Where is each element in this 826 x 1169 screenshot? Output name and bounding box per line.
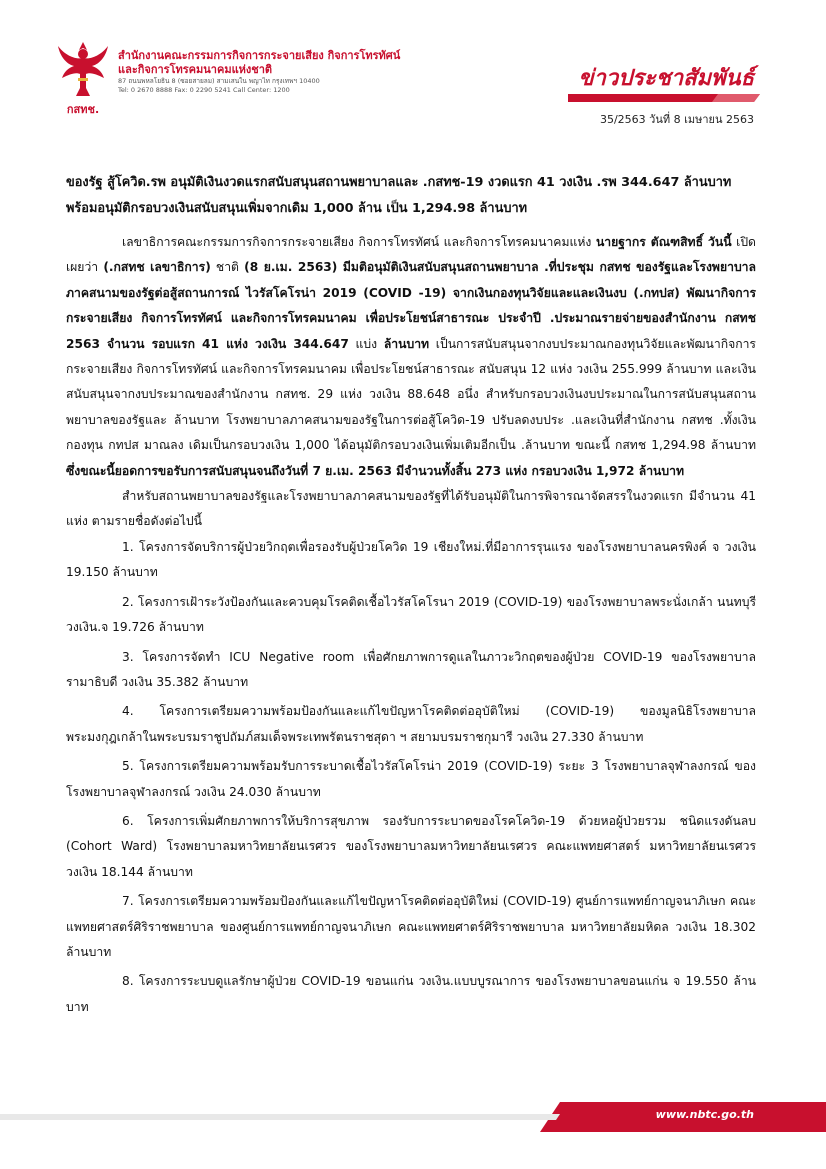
org-address: 87 ถนนพหลโยธิน 8 (ซอยสายลม) สามเสนใน พญาไท กรุงเทพฯ 10400 <box>118 77 320 85</box>
list-item: 7. โครงการเตรียมความพร้อมป้องกันและแก้ไขปัญหาโรคติดต่ออุบัติใหม่ (COVID-19) ศูนย์การแพทย์กาญจนาภิเษก คณะแพทยศาสตร์ศิริราชพยาบาล ของศูนย์การแพทย์กาญจนาภิเษก คณะแพทยศาตร์ศิริราชพยาบาล มหาวิทยาลัยมหิดล วงเงิน 18.302 ล้านบาท <box>66 894 756 959</box>
org-name-line1: สำนักงานคณะกรรมการกิจการกระจายเสียง กิจการโทรทัศน์ <box>118 49 401 62</box>
list-item: 3. โครงการจัดทำ ICU Negative room เพื่อศักยภาพการดูแลในภาวะวิกฤตของผู้ป่วย COVID-19 ของโรงพยาบาลรามาธิบดี วงเงิน 35.382 ล้านบาท <box>66 649 756 689</box>
intro-text-a: เลขาธิการคณะกรรมการกิจการกระจายเสียง กิจการโทรทัศน์ และกิจการโทรคมนาคมแห่ง <box>122 235 596 249</box>
intro-text-g: แบ่ง <box>348 336 384 351</box>
list-item: 1. โครงการจัดบริการผู้ป่วยวิกฤตเพื่อรองรับผู้ป่วยโควิด 19 เชียงใหม่.ที่มีอาการรุนแรง ของโรงพยาบาลนครพิงค์ จ วงเงิน 19.150 ล้านบาท <box>66 539 756 580</box>
headline-line2: พร้อมอนุมัติกรอบวงเงินสนับสนุนเพิ่มจากเดิม 1,000 ล้าน เป็น 1,294.98 ล้านบาท <box>66 201 528 216</box>
intro-text-e: ชาติ <box>210 260 245 275</box>
intro-text-i: เป็นการสนับสนุนจากงบประมาณกองทุนวิจัยและพัฒนากิจการกระจายเสียง กิจการโทรทัศน์ และกิจการโทรคมนาคม เพื่อประโยชน์สาธารณะ สนับสนุน 12 แห่ง วงเงิน 255.999 ล้านบาท และเงินสนับสนุนจากงบประมาณของสำนักงาน กสทช. 29 แห่ง วงเงิน 88.648 อนึ่ง สำหรับกรอบวงเงินงบประมาณในการสนับสนุนสถานพยาบาลของรัฐและ ล้านบาท โรงพยาบาลภาคสนามของรัฐในการต่อสู้โควิด-19 ปรับลดงบประ .และเงินที่สำนักงาน กสทช .ทั้งเงินกองทุน กทปส มาณลง เดิมเป็นกรอบวงเงิน 1,000 ได้อนุมัติกรอบวงเงินเพิ่มเติมอีกเป็น .ล้านบาท ขณะนี้ กสทช 1,294.98 ล้านบาท <box>66 336 756 453</box>
garuda-emblem-icon <box>56 38 110 100</box>
intro-text-c: เปิดเผยว่า <box>66 235 756 275</box>
org-contact: Tel: 0 2670 8888 Fax: 0 2290 5241 Call Center: 1200 <box>118 86 290 94</box>
paragraph-intro <box>66 230 756 484</box>
list-item: 5. โครงการเตรียมความพร้อมรับการระบาดเชื้อไวรัสโคโรน่า 2019 (COVID-19) ระยะ 3 โรงพยาบาลจุฬาลงกรณ์ ของโรงพยาบาลจุฬาลงกรณ์ วงเงิน 24.030 ล้านบาท <box>66 759 756 799</box>
intro-resolution-bold: (8 ย.เม. 2563) มีมติอนุมัติเงินสนับสนุนสถานพยาบาล .ที่ประชุม กสทช ของรัฐและโรงพยาบาลภาคสนามของรัฐต่อสู้สถานการณ์ ไวรัสโคโรน่า 2019 (COVID -19) จากเงินกองทุนวิจัยและและเงินงบ (.กทปส) พัฒนากิจการกระจายเสียง กิจการโทรทัศน์ และกิจการโทรคมนาคม เพื่อประโยชน์สาธารณะ ประจำปี .ประมาณรายจ่ายของสำนักงาน กสทช 2563 จำนวน รอบแรก 41 แห่ง วงเงิน 344.647 <box>66 260 756 351</box>
intro-title-bold: (.กสทช เลขาธิการ) <box>103 260 211 275</box>
list-item: 2. โครงการเฝ้าระวังป้องกันและควบคุมโรคติดเชื้อไวรัสโคโรนา 2019 (COVID-19) ของโรงพยาบาลพระนั่งเกล้า นนทบุรี วงเงิน.จ 19.726 ล้านบาท <box>66 594 756 635</box>
org-name-line2: และกิจการโทรคมนาคมแห่งชาติ <box>118 63 273 76</box>
section-title: ข่าวประชาสัมพันธ์ <box>578 66 754 91</box>
headline-line1: ของรัฐ สู้โควิด.รพ อนุมัติเงินงวดแรกสนับสนุนสถานพยาบาลและ .กสทช-19 งวดแรก 41 วงเงิน .รพ 344.647 ล้านบาท <box>66 175 732 190</box>
intro-unit-bold: ล้านบาท <box>383 336 430 351</box>
headline <box>66 170 756 222</box>
logo-text: กสทช. <box>66 103 100 116</box>
press-release-body <box>66 170 756 1024</box>
intro-summary-bold: ซึ่งขณะนี้ยอดการขอรับการสนับสนุนจนถึงวันที่ 7 ย.เม. 2563 มีจำนวนทั้งสิ้น 273 แห่ง กรอบวงเงิน 1,972 ล้านบาท <box>66 463 684 478</box>
paragraph-list-intro: สำหรับสถานพยาบาลของรัฐและโรงพยาบาลภาคสนามของรัฐที่ได้รับอนุมัติในการพิจารณาจัดสรรในงวดแรก มีจำนวน 41 แห่ง ตามรายชื่อดังต่อไปนี้ <box>66 489 756 529</box>
document-number-date: 35/2563 วันที่ 8 เมษายน 2563 <box>599 113 754 126</box>
list-item: 4. โครงการเตรียมความพร้อมป้องกันและแก้ไขปัญหาโรคติดต่ออุบัติใหม่ (COVID-19) ของมูลนิธิโรงพยาบาลพระมงกุฎเกล้าในพระบรมราชูปถัมภ์สมเด็จพระเทพรัตนราชสุดา ฯ สยามบรมราชกุมารี วงเงิน 27.330 ล้านบาท <box>66 704 756 744</box>
footer-website-link[interactable]: www.nbtc.go.th <box>655 1108 754 1121</box>
title-underline-decoration <box>568 94 760 102</box>
list-item: 6. โครงการเพิ่มศักยภาพการให้บริการสุขภาพ รองรับการระบาดของโรคโควิด-19 ด้วยหอผู้ป่วยรวม ชนิดแรงดันลบ (Cohort Ward) โรงพยาบาลมหาวิทยาลัยนเรศวร ของโรงพยาบาลมหาวิทยาลัยนเรศวร คณะแพทยศาสตร์ มหาวิทยาลัยนเรศวร วงเงิน 18.144 ล้านบาท <box>66 813 756 879</box>
page-header <box>0 0 826 140</box>
approved-projects-list <box>66 535 756 1020</box>
intro-name-bold: นายฐากร ตัณฑสิทธิ์ วันนี้ <box>595 235 732 249</box>
list-item: 8. โครงการระบบดูแลรักษาผู้ป่วย COVID-19 ขอนแก่น วงเงิน.แบบบูรณาการ ของโรงพยาบาลขอนแก่น จ 19.550 ล้านบาท <box>66 974 756 1014</box>
